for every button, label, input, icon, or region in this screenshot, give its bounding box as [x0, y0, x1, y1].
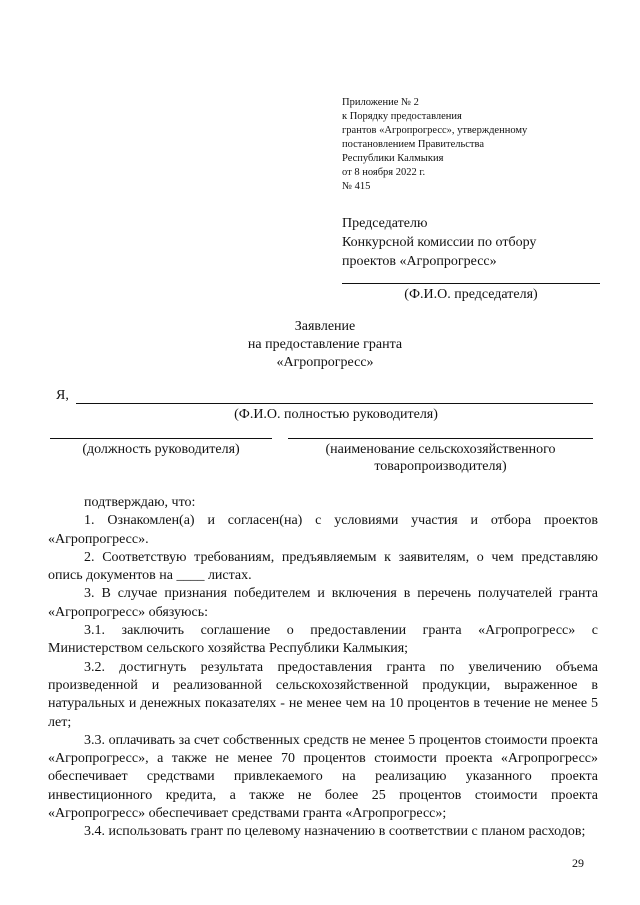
addressee-block	[342, 214, 612, 271]
body-paragraph: 3.4. использовать грант по целевому назначению в соответствии с планом расходов;	[84, 824, 586, 840]
position-line	[50, 438, 272, 439]
applicant-name-line	[76, 403, 593, 404]
document-title	[0, 318, 640, 372]
chairman-name-line	[342, 283, 600, 284]
statement-body	[48, 494, 598, 842]
position-caption: (должность руководителя)	[82, 442, 240, 457]
applicant-prefix: Я,	[56, 388, 69, 403]
organization-line	[288, 438, 593, 439]
organization-caption-line: товаропроизводителя)	[374, 459, 507, 474]
page-number: 29	[572, 856, 584, 870]
appendix-line: грантов «Агропрогресс», утвержденному	[342, 125, 528, 136]
title-line: на предоставление гранта	[247, 337, 403, 352]
body-paragraph: 3.1. заключить соглашение о предоставлении гранта «Агропрогресс» с Министерством сельского хозяйства Республики Калмыкия;	[48, 623, 598, 657]
body-paragraph: подтверждаю, что:	[84, 495, 196, 510]
body-paragraph: 3.3. оплачивать за счет собственных средств не менее 5 процентов стоимости проекта «Агропрогресс», а также не менее 70 процентов стоимости проекта «Агропрогресс» обеспечивает средствами привлекаемого на реализацию указанного проекта инвестиционного кредита, а также не более 25 процентов стоимости проекта «Агропрогресс» обеспечивает средствами гранта «Агропрогресс»;	[48, 732, 598, 822]
appendix-line: Приложение № 2	[342, 97, 419, 108]
chairman-name-caption: (Ф.И.О. председателя)	[404, 287, 538, 302]
organization-caption	[288, 441, 593, 475]
appendix-line: Республики Калмыкия	[342, 153, 444, 164]
addressee-line: Председателю	[342, 216, 428, 231]
appendix-header	[342, 96, 622, 194]
addressee-line: проектов «Агропрогресс»	[342, 254, 497, 269]
addressee-line: Конкурсной комиссии по отбору	[342, 235, 537, 250]
body-paragraph: 3. В случае признания победителем и включения в перечень получателей гранта «Агропрогресс» обязуюсь:	[48, 586, 598, 620]
appendix-line: от 8 ноября 2022 г.	[342, 167, 426, 178]
body-paragraph: 3.2. достигнуть результата предоставления гранта по увеличению объема произведенной и реализованной сельскохозяйственной продукции, выраженное в натуральных и денежных показателях - не менее чем на 10 процентов в течение не менее 5 лет;	[48, 659, 598, 730]
appendix-line: № 415	[342, 181, 371, 192]
appendix-line: постановлением Правительства	[342, 139, 485, 150]
body-paragraph: 1. Ознакомлен(а) и согласен(на) с условиями участия и отбора проектов «Агропрогресс».	[48, 513, 598, 547]
organization-caption-line: (наименование сельскохозяйственного	[325, 442, 556, 457]
body-paragraph: 2. Соответствую требованиям, предъявляемым к заявителям, о чем представляю опись документов на ____ листах.	[48, 549, 598, 584]
applicant-name-caption: (Ф.И.О. полностью руководителя)	[234, 407, 438, 422]
title-line: «Агропрогресс»	[276, 355, 374, 370]
appendix-line: к Порядку предоставления	[342, 111, 462, 122]
title-line: Заявление	[294, 319, 356, 334]
